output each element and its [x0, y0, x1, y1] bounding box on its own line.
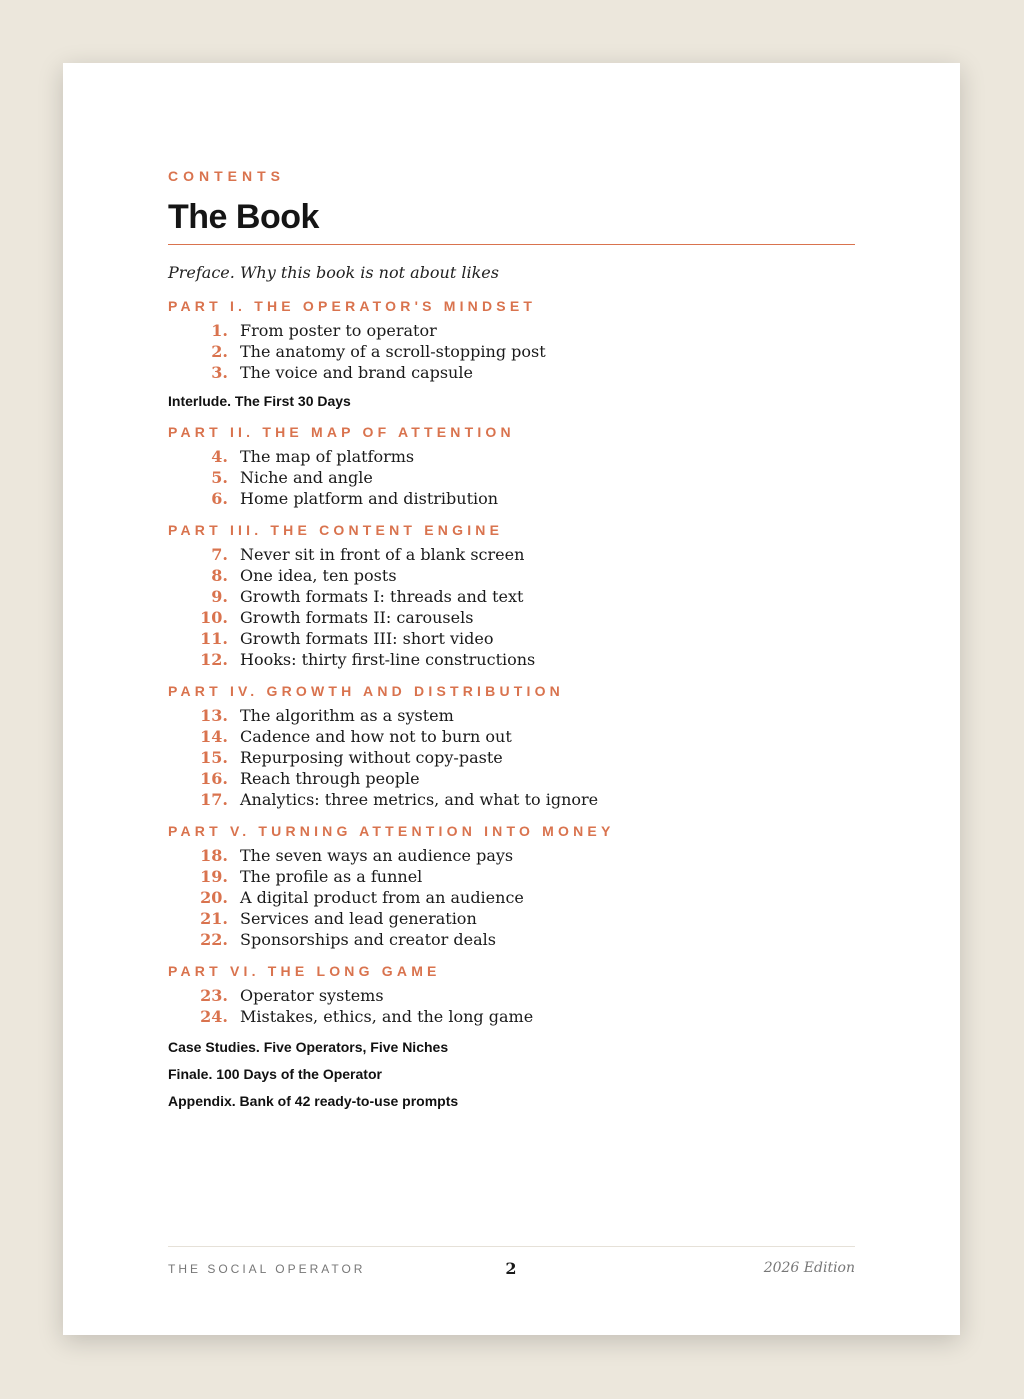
chapter-item	[168, 726, 855, 747]
chapter-title: The map of platforms	[240, 447, 415, 466]
chapter-title: The algorithm as a system	[240, 706, 454, 725]
chapter-number: 15.	[200, 748, 228, 767]
part-heading: PART II. THE MAP OF ATTENTION	[168, 424, 515, 440]
chapter-item	[168, 845, 855, 866]
chapter-title: Analytics: three metrics, and what to ignore	[240, 790, 599, 809]
chapter-number: 14.	[200, 727, 228, 746]
table-of-contents	[168, 260, 855, 1111]
toc-part-5	[168, 821, 855, 950]
toc-part-3	[168, 520, 855, 670]
chapter-number: 22.	[200, 930, 228, 949]
chapter-number: 18.	[200, 846, 228, 865]
toc-part-1	[168, 296, 855, 383]
chapter-title: Home platform and distribution	[240, 489, 499, 508]
chapter-list	[168, 985, 855, 1027]
chapter-list	[168, 320, 855, 383]
part-heading: PART V. TURNING ATTENTION INTO MONEY	[168, 823, 615, 839]
chapter-item	[168, 887, 855, 908]
chapter-title: The profile as a funnel	[240, 867, 423, 886]
toc-part-2	[168, 422, 855, 509]
chapter-number: 21.	[200, 909, 228, 928]
part-heading: PART VI. THE LONG GAME	[168, 963, 441, 979]
toc-case-studies: Case Studies. Five Operators, Five Niches	[168, 1039, 449, 1055]
chapter-item	[168, 705, 855, 726]
part-heading: PART I. THE OPERATOR'S MINDSET	[168, 298, 537, 314]
chapter-number: 19.	[200, 867, 228, 886]
page	[63, 63, 960, 1335]
chapter-number: 7.	[211, 545, 228, 564]
footer-book-title: THE SOCIAL OPERATOR	[168, 1262, 366, 1276]
chapter-title: Hooks: thirty first-line constructions	[240, 650, 536, 669]
chapter-number: 20.	[200, 888, 228, 907]
footer-edition: 2026 Edition	[763, 1260, 855, 1276]
chapter-title: Services and lead generation	[240, 909, 477, 928]
chapter-item	[168, 586, 855, 607]
chapter-title: One idea, ten posts	[240, 566, 397, 585]
chapter-number: 2.	[211, 342, 228, 361]
chapter-number: 16.	[200, 769, 228, 788]
chapter-item	[168, 768, 855, 789]
chapter-title: Never sit in front of a blank screen	[240, 545, 525, 564]
chapter-list	[168, 544, 855, 670]
chapter-title: Sponsorships and creator deals	[240, 930, 496, 949]
chapter-title: Growth formats III: short video	[240, 629, 494, 648]
chapter-item	[168, 866, 855, 887]
chapter-number: 8.	[211, 566, 228, 585]
chapter-number: 1.	[211, 321, 228, 340]
chapter-item	[168, 467, 855, 488]
chapter-number: 10.	[200, 608, 228, 627]
chapter-list	[168, 705, 855, 810]
chapter-item	[168, 565, 855, 586]
chapter-item	[168, 446, 855, 467]
chapter-title: The seven ways an audience pays	[240, 846, 514, 865]
chapter-title: The voice and brand capsule	[240, 363, 473, 382]
toc-appendix: Appendix. Bank of 42 ready-to-use prompts	[168, 1093, 459, 1109]
toc-part-4	[168, 681, 855, 810]
footer-divider	[168, 1246, 855, 1247]
chapter-number: 11.	[200, 629, 228, 648]
chapter-item	[168, 628, 855, 649]
chapter-number: 3.	[211, 363, 228, 382]
part-heading: PART IV. GROWTH AND DISTRIBUTION	[168, 683, 564, 699]
chapter-number: 9.	[211, 587, 228, 606]
chapter-title: Growth formats I: threads and text	[240, 587, 524, 606]
page-title: The Book	[168, 198, 319, 236]
chapter-number: 4.	[211, 447, 228, 466]
chapter-title: Cadence and how not to burn out	[240, 727, 512, 746]
chapter-item	[168, 649, 855, 670]
chapter-list	[168, 446, 855, 509]
chapter-title: Repurposing without copy-paste	[240, 748, 503, 767]
chapter-item	[168, 789, 855, 810]
chapter-title: Mistakes, ethics, and the long game	[240, 1007, 534, 1026]
chapter-title: From poster to operator	[240, 321, 437, 340]
chapter-list	[168, 845, 855, 950]
chapter-title: Growth formats II: carousels	[240, 608, 474, 627]
chapter-item	[168, 1006, 855, 1027]
chapter-item	[168, 929, 855, 950]
chapter-title: Niche and angle	[240, 468, 373, 487]
chapter-item	[168, 908, 855, 929]
chapter-title: Operator systems	[240, 986, 384, 1005]
chapter-number: 12.	[200, 650, 228, 669]
toc-preface: Preface. Why this book is not about likes	[168, 263, 499, 282]
chapter-title: The anatomy of a scroll-stopping post	[240, 342, 546, 361]
chapter-title: A digital product from an audience	[240, 888, 524, 907]
chapter-number: 13.	[200, 706, 228, 725]
chapter-number: 23.	[200, 986, 228, 1005]
chapter-item	[168, 607, 855, 628]
chapter-item	[168, 320, 855, 341]
toc-part-6	[168, 961, 855, 1027]
page-number: 2	[505, 1259, 517, 1278]
chapter-item	[168, 362, 855, 383]
contents-kicker: CONTENTS	[168, 168, 285, 184]
toc-finale: Finale. 100 Days of the Operator	[168, 1066, 382, 1082]
chapter-item	[168, 985, 855, 1006]
chapter-number: 17.	[200, 790, 228, 809]
chapter-number: 6.	[211, 489, 228, 508]
chapter-number: 24.	[200, 1007, 228, 1026]
part-heading: PART III. THE CONTENT ENGINE	[168, 522, 504, 538]
chapter-item	[168, 488, 855, 509]
title-divider	[168, 244, 855, 245]
chapter-number: 5.	[211, 468, 228, 487]
chapter-item	[168, 341, 855, 362]
toc-interlude: Interlude. The First 30 Days	[168, 393, 351, 409]
chapter-title: Reach through people	[240, 769, 420, 788]
chapter-item	[168, 544, 855, 565]
chapter-item	[168, 747, 855, 768]
